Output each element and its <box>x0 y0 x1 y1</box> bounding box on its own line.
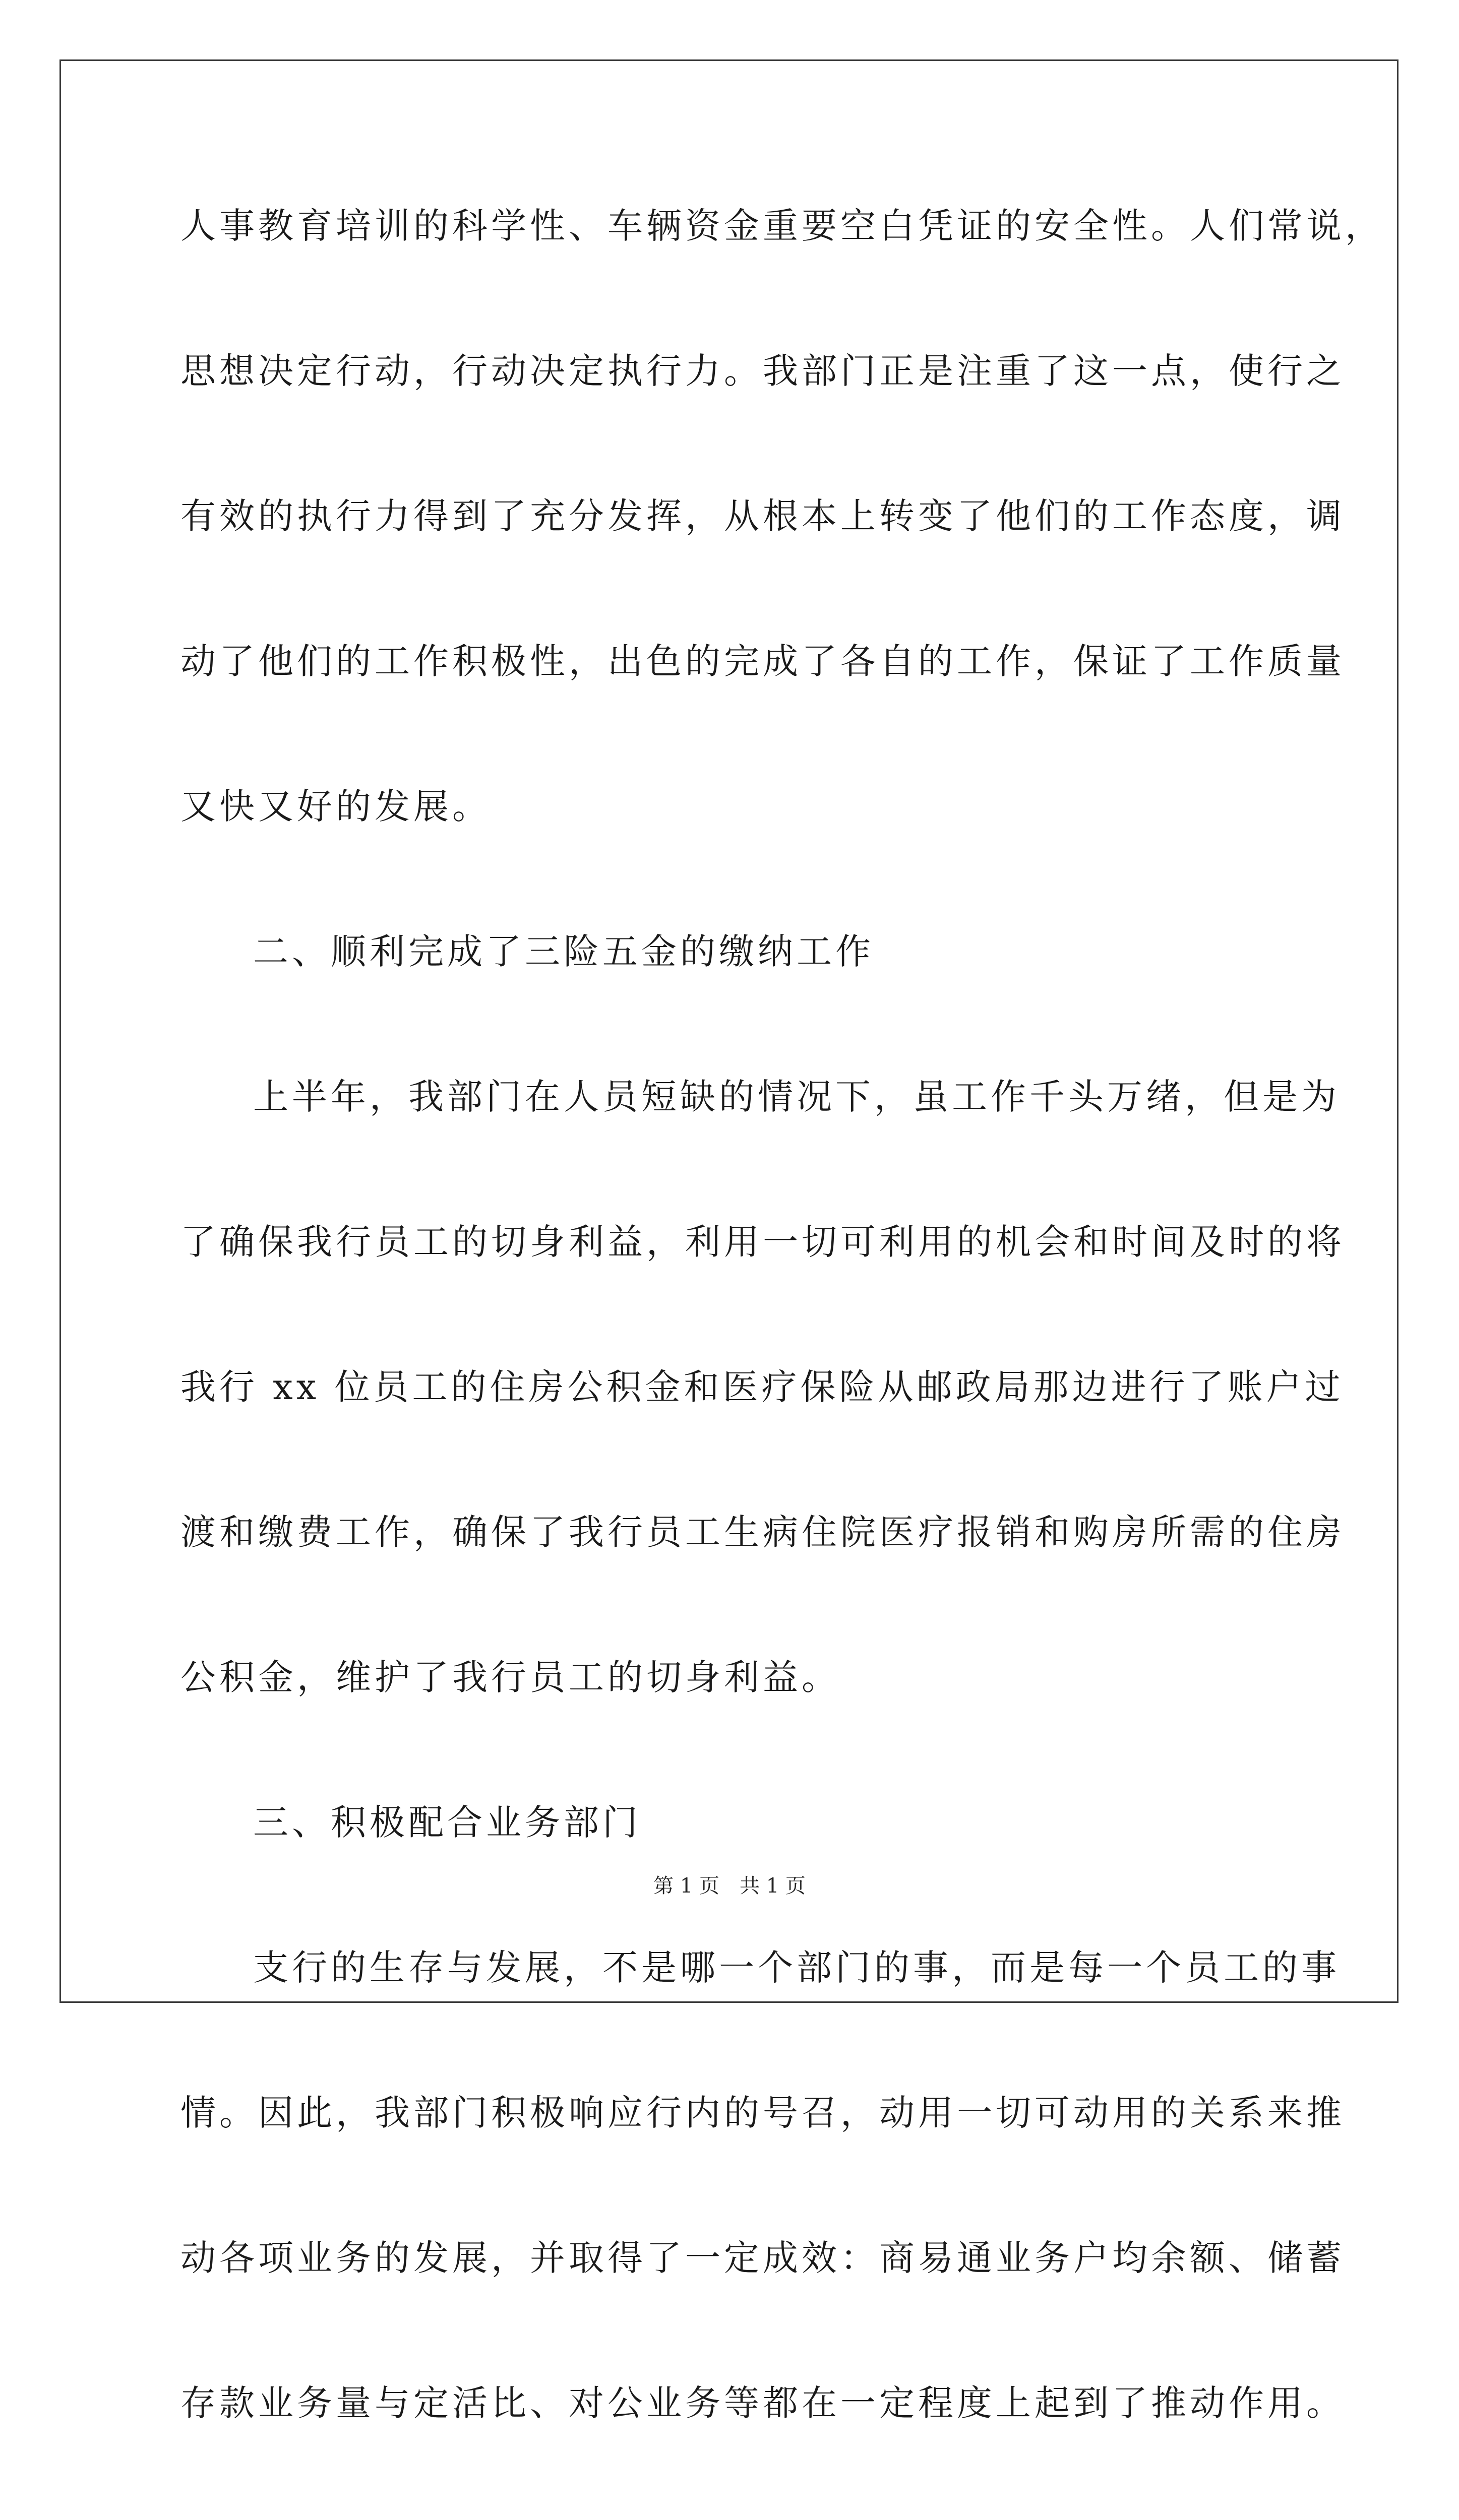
page-footer <box>0 1871 1459 1901</box>
text-line: 我行 xx 位员工的住房公积金和医疗保险从邮政局那边进行了账户过 <box>180 1366 1344 1408</box>
text-line: 情。因此，我部门积极响应行内的号召，动用一切可动用的关系来推 <box>180 2092 1345 2133</box>
text-line: 有效的执行力得到了充分发挥，从根本上转变了他们的工作态度，调 <box>180 495 1345 537</box>
text-line: 动各项业务的发展，并取得了一定成效：商易通业务户均余额、储蓄 <box>180 2237 1345 2279</box>
text-line: 又快又好的发展。 <box>180 786 491 827</box>
text-line: 思想决定行动，行动决定执行力。我部门正是注重了这一点，使行之 <box>180 350 1345 392</box>
text-line: 上半年，我部门在人员短缺的情况下，虽工作千头万绪，但是为 <box>253 1076 1340 1117</box>
text-line: 支行的生存与发展，不是哪一个部门的事，而是每一个员工的事 <box>253 1947 1340 1988</box>
page-number: 第 1 页 <box>653 1874 719 1898</box>
text-line: 渡和缴费工作，确保了我行员工生病住院医疗报销和购房所需的住房 <box>180 1511 1345 1553</box>
text-line: 了确保我行员工的切身利益，利用一切可利用的机会和时间及时的将 <box>180 1221 1345 1263</box>
text-line: 人事教育培训的科学性、车辆资金重要空白凭证的安全性。人们常说， <box>180 205 1384 246</box>
text-line: 存款业务量与定活比、对公业务等都在一定程度上起到了推动作用。 <box>180 2382 1345 2424</box>
text-line: 公积金，维护了我行员工的切身利益。 <box>180 1657 840 1698</box>
text-line: 动了他们的工作积极性，出色的完成了各自的工作，保证了工作质量 <box>180 641 1345 682</box>
page-total: 共 1 页 <box>740 1874 806 1898</box>
section-heading: 二、顺利完成了三险五金的缴纳工作 <box>253 931 874 972</box>
section-heading: 三、积极配合业务部门 <box>253 1802 641 1843</box>
text-line <box>180 2518 1295 2520</box>
document-body <box>180 196 1384 2520</box>
